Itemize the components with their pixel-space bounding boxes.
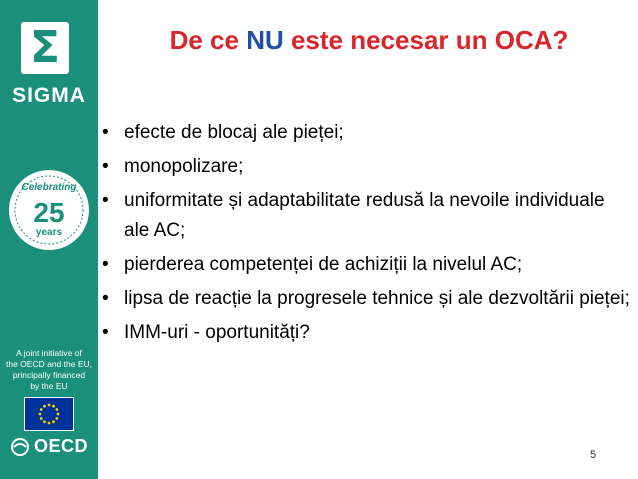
badge-number: 25 bbox=[33, 197, 65, 228]
title-highlight: NU bbox=[246, 25, 284, 55]
anniversary-badge bbox=[4, 155, 94, 265]
initiative-line: principally financed bbox=[12, 370, 86, 380]
eu-flag-icon bbox=[24, 397, 74, 431]
badge-line1: Celebrating bbox=[21, 182, 77, 193]
sigma-logo bbox=[21, 22, 69, 74]
bullet-item: • IMM-uri - oportunități? bbox=[100, 318, 630, 348]
page-number: 5 bbox=[590, 449, 597, 461]
bullet-list bbox=[100, 118, 630, 352]
title-part2: este necesar un OCA? bbox=[283, 25, 569, 55]
sigma-icon: Σ bbox=[29, 22, 61, 73]
bullet-item: • lipsa de reacție la progresele tehnice și ale dezvoltării pieței; bbox=[100, 284, 630, 314]
oecd-globe-icon bbox=[10, 437, 30, 457]
bullet-item: • uniformitate și adaptabilitate redusă la nevoile individuale ale AC; bbox=[100, 186, 630, 246]
bullet-item: • monopolizare; bbox=[100, 152, 630, 182]
slide-title bbox=[100, 25, 638, 56]
title-part1: De ce bbox=[169, 25, 247, 55]
initiative-line: by the EU bbox=[30, 381, 68, 391]
initiative-line: the OECD and the EU, bbox=[6, 359, 92, 369]
initiative-line: A joint initiative of bbox=[16, 348, 82, 358]
bullet-item: • pierderea competenței de achiziții la nivelul AC; bbox=[100, 250, 630, 280]
oecd-name: OECD bbox=[34, 436, 89, 456]
initiative-text bbox=[2, 348, 96, 392]
badge-line2: years bbox=[35, 227, 63, 238]
sidebar bbox=[0, 0, 98, 479]
brand-name: SIGMA bbox=[12, 84, 86, 107]
bullet-item: • efecte de blocaj ale pieței; bbox=[100, 118, 630, 148]
oecd-logo bbox=[10, 436, 88, 457]
